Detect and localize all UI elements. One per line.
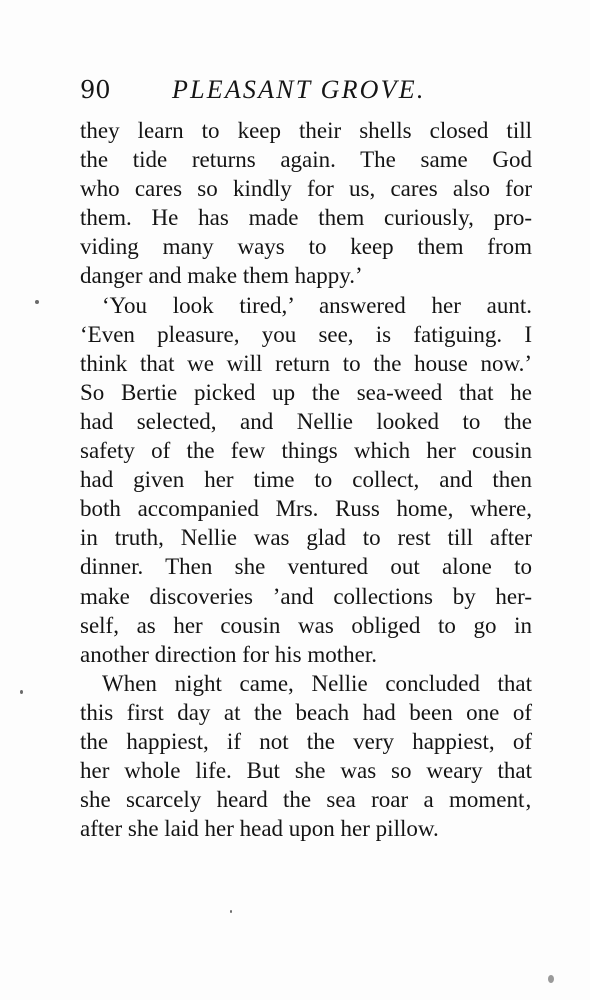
text-line: safety of the few things which her cousin — [80, 438, 532, 464]
text-line: after she laid her head upon her pillow. — [80, 816, 439, 842]
text-line: think that we will return to the house now.’ — [80, 350, 532, 376]
text-line: in truth, Nellie was glad to rest till after — [80, 525, 532, 551]
text-line: make discoveries ’and collections by her- — [80, 583, 532, 609]
text-line: both accompanied Mrs. Russ home, where, — [80, 496, 532, 522]
page-header — [80, 72, 530, 112]
text-line: danger and make them happy.’ — [80, 263, 363, 289]
print-speck — [20, 690, 23, 694]
text-line: When night came, Nellie concluded that — [102, 670, 532, 696]
text-line: had selected, and Nellie looked to the — [80, 408, 532, 434]
text-line: ‘You look tired,’ answered her aunt. — [102, 292, 532, 318]
text-line: viding many ways to keep them from — [80, 234, 532, 260]
running-title: PLEASANT GROVE. — [172, 75, 426, 104]
text-line: So Bertie picked up the sea-weed that he — [80, 379, 532, 405]
text-line: ‘Even pleasure, you see, is fatiguing. I — [80, 321, 532, 347]
page-number: 90 — [80, 76, 111, 104]
text-line: the tide returns again. The same God — [80, 147, 532, 173]
text-line: she scarcely heard the sea roar a moment‚ — [80, 787, 532, 813]
print-speck — [548, 975, 554, 983]
text-line: who cares so kindly for us, cares also for — [80, 176, 532, 202]
print-speck — [230, 910, 232, 913]
text-line: had given her time to collect, and then — [80, 467, 532, 493]
body-text — [80, 116, 532, 843]
text-line: they learn to keep their shells closed till — [80, 118, 532, 143]
text-line: her whole life. But she was so weary that — [80, 758, 532, 784]
text-line: the happiest, if not the very happiest, of — [80, 728, 532, 754]
text-line: another direction for his mother. — [80, 641, 378, 667]
text-line: this first day at the beach had been one of — [80, 699, 532, 725]
text-line: self, as her cousin was obliged to go in — [80, 612, 532, 638]
text-line: them. He has made them curiously, pro- — [80, 205, 532, 231]
print-speck — [35, 300, 39, 304]
text-line: dinner. Then she ventured out alone to — [80, 554, 532, 580]
